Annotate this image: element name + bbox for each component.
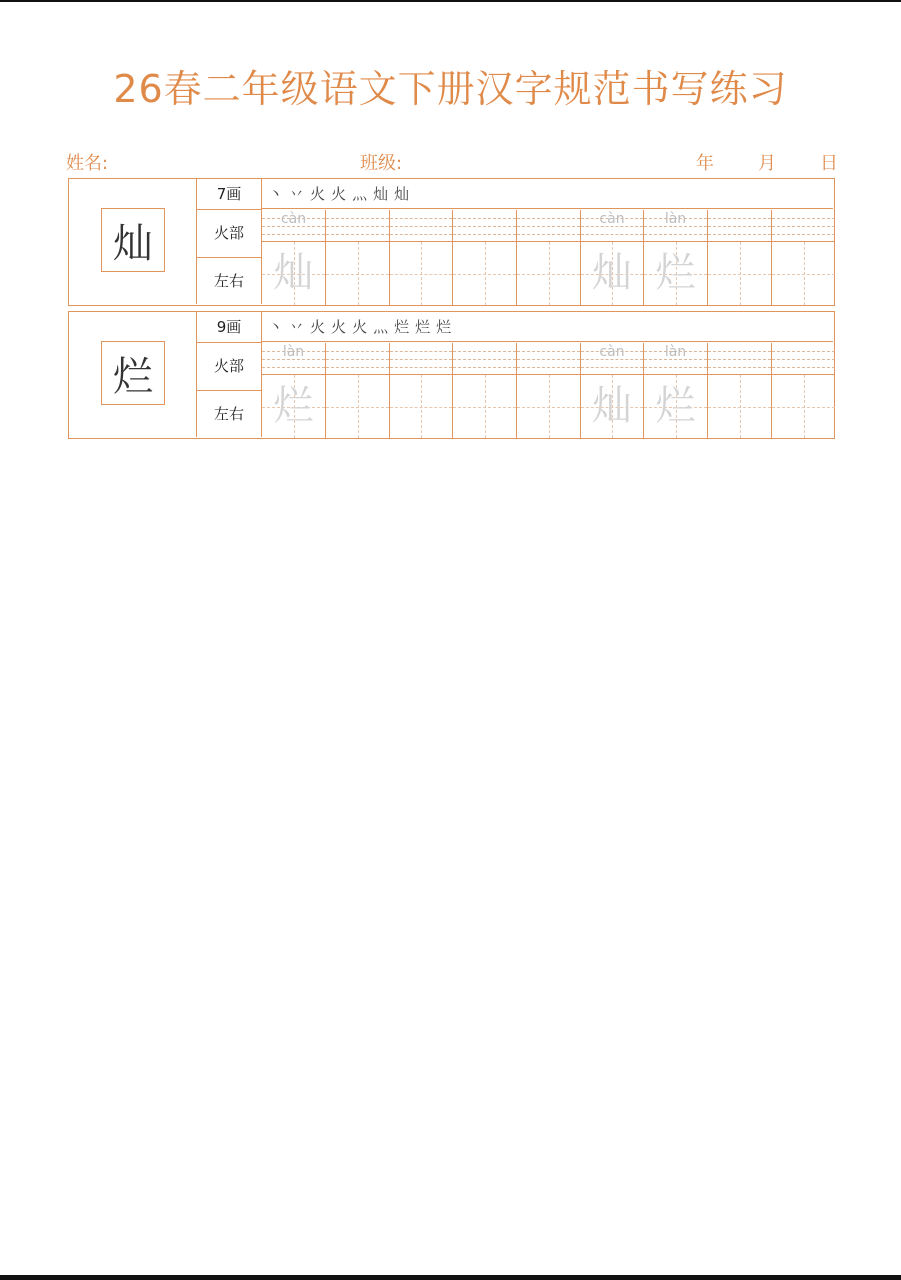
pinyin-text: làn [664, 211, 687, 227]
pinyin-guide-line [772, 234, 835, 235]
tian-grid [772, 242, 835, 305]
trace-character: 烂 [655, 383, 696, 429]
pinyin-guide-line [453, 226, 516, 227]
tian-horizontal-guide [453, 407, 516, 408]
radical-label: 火部 [197, 343, 261, 391]
pinyin-guide-line [326, 218, 389, 219]
tian-grid [581, 375, 643, 438]
writing-cell[interactable] [262, 210, 326, 305]
writing-cell[interactable] [517, 210, 581, 305]
pinyin-box [708, 343, 771, 375]
pinyin-guide-line [708, 351, 771, 352]
tian-grid [517, 375, 580, 438]
stroke-step: 灿 [373, 185, 389, 203]
pinyin-guide-line [581, 367, 643, 368]
writing-cell[interactable] [581, 343, 644, 438]
pinyin-box [708, 210, 771, 242]
info-column [197, 179, 262, 304]
writing-cell[interactable] [326, 210, 390, 305]
pinyin-box [453, 343, 516, 375]
stroke-step: 火 [310, 318, 326, 336]
writing-grid [262, 210, 834, 305]
pinyin-guide-line [390, 351, 452, 352]
writing-cell[interactable] [517, 343, 581, 438]
pinyin-guide-line [517, 226, 580, 227]
stroke-step: 火 [331, 185, 347, 203]
pinyin-box [517, 210, 580, 242]
pinyin-guide-line [453, 351, 516, 352]
model-character: 灿 [101, 208, 165, 272]
tian-horizontal-guide [772, 407, 835, 408]
stroke-step: 烂 [394, 318, 410, 336]
tian-horizontal-guide [453, 274, 516, 275]
pinyin-guide-line [517, 234, 580, 235]
tian-horizontal-guide [390, 407, 452, 408]
tian-grid [708, 375, 771, 438]
tian-horizontal-guide [326, 407, 389, 408]
model-character-cell [69, 312, 197, 437]
pinyin-guide-line [326, 226, 389, 227]
pinyin-box [326, 210, 389, 242]
pinyin-guide-line [708, 218, 771, 219]
pinyin-guide-line [390, 226, 452, 227]
month-label: 月 [758, 153, 776, 174]
pinyin-guide-line [453, 367, 516, 368]
writing-cell[interactable] [772, 210, 835, 305]
pinyin-box [453, 210, 516, 242]
tian-grid [262, 375, 325, 438]
stroke-order-row [262, 312, 833, 342]
stroke-count-label: 7画 [197, 179, 261, 210]
tian-horizontal-guide [390, 274, 452, 275]
writing-cell[interactable] [644, 210, 708, 305]
writing-cell[interactable] [453, 210, 517, 305]
writing-cell[interactable] [390, 210, 453, 305]
pinyin-box [581, 210, 643, 242]
stroke-step: 丷 [289, 318, 305, 336]
stroke-step: 灿 [394, 185, 410, 203]
pinyin-guide-line [326, 234, 389, 235]
stroke-step: 丶 [268, 185, 284, 203]
pinyin-guide-line [262, 234, 325, 235]
page-title: 26春二年级语文下册汉字规范书写练习 [113, 67, 788, 111]
pinyin-guide-line [772, 218, 835, 219]
tian-grid [390, 242, 452, 305]
tian-horizontal-guide [708, 274, 771, 275]
trace-character: 烂 [655, 250, 696, 296]
stroke-order-row [262, 179, 833, 209]
tian-horizontal-guide [708, 407, 771, 408]
writing-cell[interactable] [708, 343, 772, 438]
trace-character: 灿 [592, 250, 632, 296]
pinyin-box [262, 343, 325, 375]
pinyin-guide-line [708, 359, 771, 360]
pinyin-text: làn [282, 344, 305, 360]
writing-cell[interactable] [390, 343, 453, 438]
bottom-edge [0, 1275, 901, 1280]
tian-grid [326, 242, 389, 305]
pinyin-guide-line [453, 234, 516, 235]
pinyin-guide-line [772, 351, 835, 352]
pinyin-box [390, 210, 452, 242]
tian-grid [262, 242, 325, 305]
pinyin-box [644, 343, 707, 375]
pinyin-box [772, 343, 835, 375]
name-label: 姓名: [66, 153, 109, 174]
model-character-cell [69, 179, 197, 304]
pinyin-box [390, 343, 452, 375]
character-block [68, 178, 835, 306]
pinyin-box [326, 343, 389, 375]
pinyin-box [644, 210, 707, 242]
pinyin-guide-line [772, 226, 835, 227]
pinyin-guide-line [644, 234, 707, 235]
pinyin-box [581, 343, 643, 375]
pinyin-guide-line [390, 367, 452, 368]
day-label: 日 [820, 153, 838, 174]
class-label: 班级: [360, 153, 403, 174]
pinyin-guide-line [708, 234, 771, 235]
trace-character: 灿 [273, 250, 314, 296]
pinyin-text: càn [599, 211, 625, 227]
pinyin-box [772, 210, 835, 242]
structure-label: 左右 [213, 405, 244, 423]
pinyin-guide-line [390, 234, 452, 235]
stroke-step: 火 [331, 318, 347, 336]
stroke-step: 火 [310, 185, 326, 203]
structure-label: 左右 [213, 272, 244, 290]
top-edge [0, 0, 901, 2]
stroke-step: 灬 [373, 318, 389, 336]
pinyin-guide-line [517, 351, 580, 352]
pinyin-text: càn [280, 211, 307, 227]
writing-grid [262, 343, 834, 438]
tian-horizontal-guide [326, 274, 389, 275]
pinyin-box [517, 343, 580, 375]
pinyin-guide-line [326, 367, 389, 368]
writing-cell[interactable] [453, 343, 517, 438]
stroke-step: 火 [352, 318, 368, 336]
character-block [68, 311, 835, 439]
pinyin-guide-line [453, 359, 516, 360]
pinyin-guide-line [453, 218, 516, 219]
tian-horizontal-guide [517, 274, 580, 275]
writing-cell[interactable] [772, 343, 835, 438]
info-column [197, 312, 262, 437]
stroke-step: 烂 [436, 318, 452, 336]
tian-grid [453, 375, 516, 438]
pinyin-guide-line [581, 234, 643, 235]
stroke-step: 丷 [289, 185, 305, 203]
tian-grid [708, 242, 771, 305]
pinyin-guide-line [262, 367, 325, 368]
tian-grid [581, 242, 643, 305]
pinyin-guide-line [517, 359, 580, 360]
tian-grid [517, 242, 580, 305]
writing-cell[interactable] [326, 343, 390, 438]
pinyin-guide-line [326, 351, 389, 352]
stroke-step: 丶 [268, 318, 284, 336]
pinyin-text: càn [599, 344, 625, 360]
trace-character: 烂 [273, 383, 314, 429]
tian-grid [390, 375, 452, 438]
trace-character: 灿 [592, 383, 632, 429]
pinyin-guide-line [772, 359, 835, 360]
pinyin-guide-line [326, 359, 389, 360]
pinyin-guide-line [390, 359, 452, 360]
pinyin-guide-line [390, 218, 452, 219]
pinyin-box [262, 210, 325, 242]
tian-grid [326, 375, 389, 438]
pinyin-guide-line [708, 226, 771, 227]
writing-cell[interactable] [581, 210, 644, 305]
tian-grid [644, 375, 707, 438]
pinyin-guide-line [772, 367, 835, 368]
tian-grid [772, 375, 835, 438]
writing-cell[interactable] [262, 343, 326, 438]
stroke-count-label: 9画 [197, 312, 261, 343]
writing-cell[interactable] [708, 210, 772, 305]
tian-grid [644, 242, 707, 305]
pinyin-text: làn [664, 344, 687, 360]
tian-grid [453, 242, 516, 305]
pinyin-guide-line [517, 367, 580, 368]
stroke-step: 烂 [415, 318, 431, 336]
tian-horizontal-guide [517, 407, 580, 408]
pinyin-guide-line [644, 367, 707, 368]
pinyin-guide-line [517, 218, 580, 219]
radical-label: 火部 [197, 210, 261, 258]
pinyin-guide-line [708, 367, 771, 368]
stroke-step: 灬 [352, 185, 368, 203]
tian-horizontal-guide [772, 274, 835, 275]
model-character: 烂 [101, 341, 165, 405]
year-label: 年 [696, 153, 714, 174]
writing-cell[interactable] [644, 343, 708, 438]
